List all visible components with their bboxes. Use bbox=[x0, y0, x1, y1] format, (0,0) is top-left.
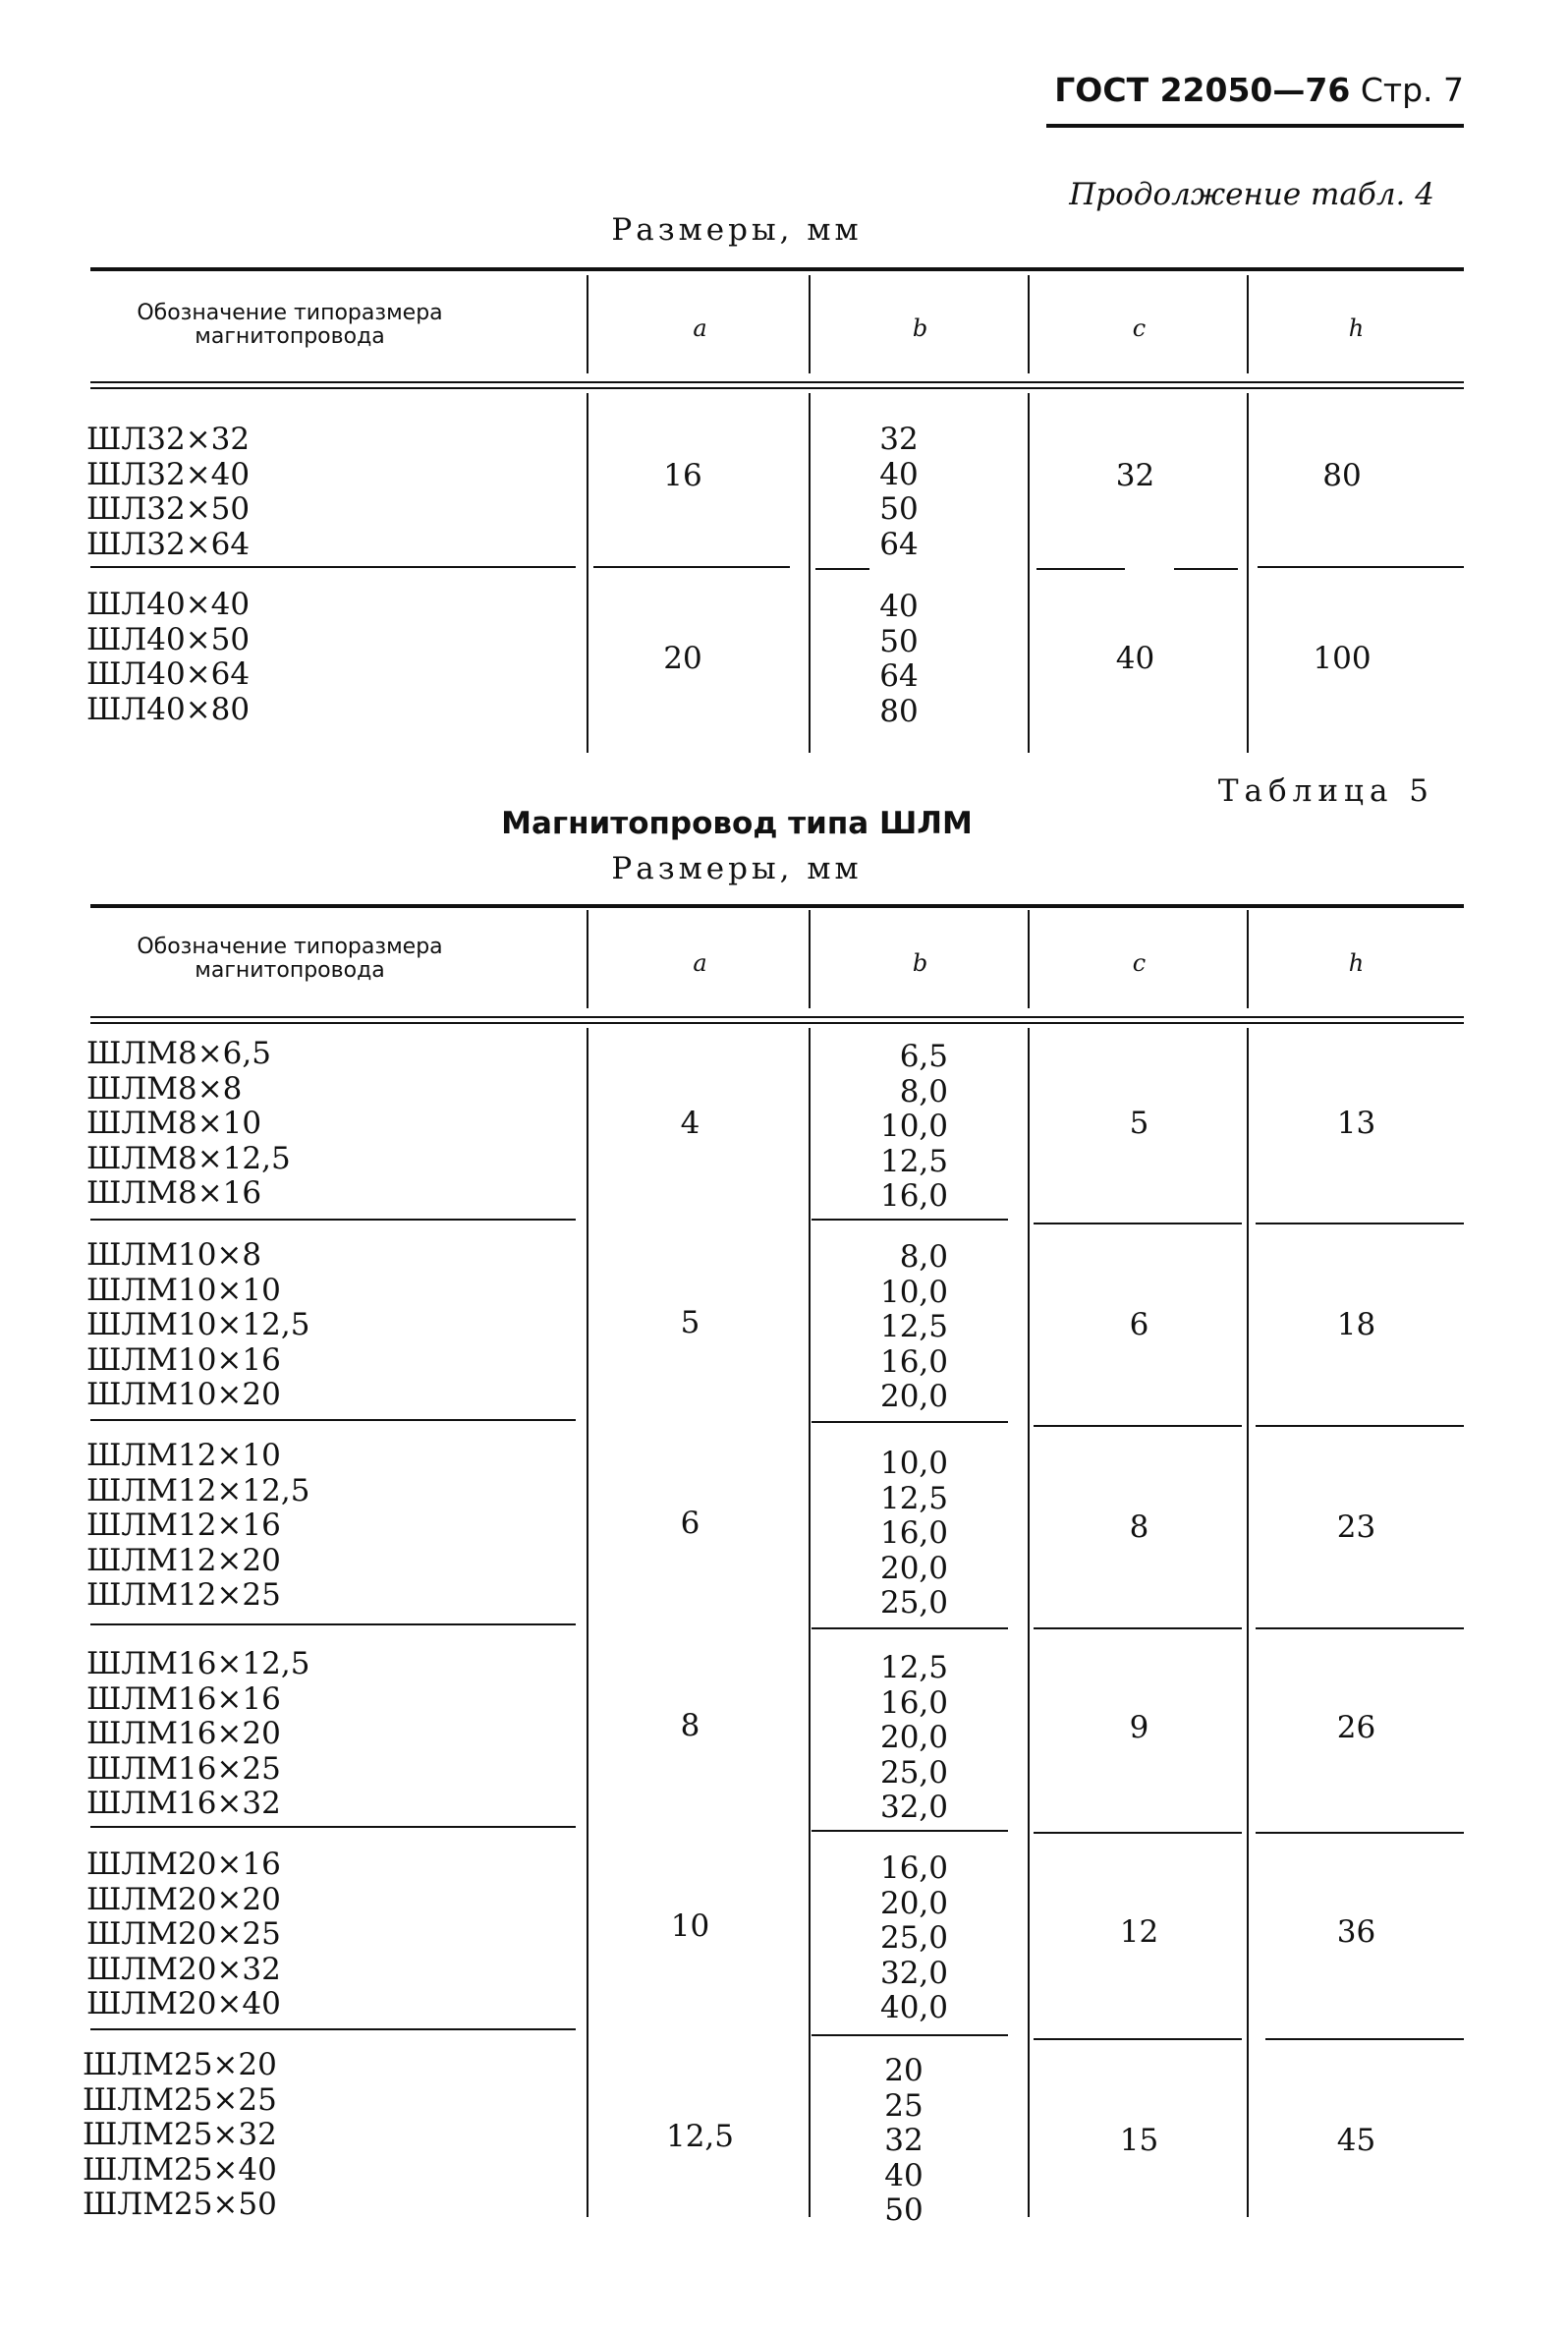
table5-row-names: ШЛМ8×6,5 ШЛМ8×8 ШЛМ8×10 ШЛМ8×12,5 ШЛМ8×16 bbox=[86, 1036, 291, 1211]
table4-cell-b: 40 50 64 80 bbox=[879, 589, 919, 729]
header-rule bbox=[1046, 124, 1464, 128]
table5-cell-c: 12 bbox=[1119, 1914, 1159, 1950]
table5-cell-b: 6,5 8,0 10,0 12,5 16,0 bbox=[879, 1039, 948, 1214]
table5-group-rule bbox=[812, 1627, 1008, 1629]
table5-cell-c: 15 bbox=[1119, 2123, 1159, 2158]
table5-cell-c: 6 bbox=[1129, 1307, 1149, 1342]
table5-cell-a: 5 bbox=[680, 1305, 700, 1340]
table5-cell-h: 13 bbox=[1336, 1106, 1376, 1141]
table5-vline-4 bbox=[1247, 910, 1249, 1008]
table5-cell-a: 4 bbox=[680, 1106, 700, 1141]
table5-col-h-header: h bbox=[1348, 949, 1365, 977]
table5-group-rule bbox=[1034, 1223, 1242, 1224]
table5-group-rule bbox=[90, 1219, 576, 1221]
table5-cell-c: 9 bbox=[1129, 1710, 1149, 1745]
table4-units: Размеры, мм bbox=[611, 212, 863, 248]
table5-group-rule bbox=[1034, 2038, 1242, 2040]
table5-vline-2 bbox=[809, 910, 811, 1008]
table4-col-name-header: Обозначение типоразмера магнитопровода bbox=[137, 301, 443, 349]
table4-col-b-header: b bbox=[912, 314, 928, 342]
table4-group-rule bbox=[1258, 566, 1464, 568]
table4-body-vline-4 bbox=[1247, 393, 1249, 753]
table4-top-rule bbox=[90, 267, 1464, 271]
table5-col-c-header: c bbox=[1132, 949, 1147, 977]
table5-top-rule bbox=[90, 904, 1464, 908]
table5-cell-a: 10 bbox=[670, 1908, 710, 1944]
table4-vline-4 bbox=[1247, 275, 1249, 373]
table5-cell-c: 5 bbox=[1129, 1106, 1149, 1141]
table5-row-names: ШЛМ16×12,5 ШЛМ16×16 ШЛМ16×20 ШЛМ16×25 ШЛМ16×32 bbox=[86, 1646, 310, 1821]
table5-cell-b: 12,5 16,0 20,0 25,0 32,0 bbox=[879, 1650, 948, 1825]
table5-group-rule bbox=[812, 1830, 1008, 1832]
table4-cell-b: 32 40 50 64 bbox=[879, 422, 919, 562]
table5-vline-3 bbox=[1028, 910, 1030, 1008]
table5-cell-a: 8 bbox=[680, 1708, 700, 1743]
table4-cell-a: 16 bbox=[663, 458, 702, 493]
table4-cell-h: 80 bbox=[1322, 458, 1362, 493]
table5-cell-b: 10,0 12,5 16,0 20,0 25,0 bbox=[879, 1446, 948, 1621]
table5-group-rule bbox=[90, 1419, 576, 1421]
table5-cell-a: 12,5 bbox=[665, 2119, 735, 2154]
table5-row-names: ШЛМ10×8 ШЛМ10×10 ШЛМ10×12,5 ШЛМ10×16 ШЛМ10×20 bbox=[86, 1237, 310, 1412]
table5-group-rule bbox=[90, 1826, 576, 1828]
table5-group-rule bbox=[1265, 2038, 1464, 2040]
table4-row-names: ШЛ40×40 ШЛ40×50 ШЛ40×64 ШЛ40×80 bbox=[86, 587, 251, 727]
table4-col-a-header: a bbox=[693, 314, 707, 342]
table5-label: Таблица 5 bbox=[1217, 773, 1434, 809]
table5-group-rule bbox=[1034, 1627, 1242, 1629]
table5-col-b-header: b bbox=[912, 949, 928, 977]
table5-cell-a: 6 bbox=[680, 1506, 700, 1541]
table4-vline-2 bbox=[809, 275, 811, 373]
table4-cell-h: 100 bbox=[1313, 641, 1372, 676]
table5-cell-b: 16,0 20,0 25,0 32,0 40,0 bbox=[879, 1850, 948, 2025]
table4-group-rule bbox=[1036, 568, 1125, 570]
table5-title: Магнитопровод типа ШЛМ bbox=[501, 806, 973, 841]
table5-cell-b: 20 25 32 40 50 bbox=[884, 2053, 924, 2228]
table5-group-rule bbox=[90, 2028, 576, 2030]
table4-vline-1 bbox=[587, 275, 588, 373]
table4-continuation: Продолжение табл. 4 bbox=[1069, 177, 1434, 212]
table4-header-rule-1 bbox=[90, 381, 1464, 383]
table4-group-rule bbox=[593, 566, 790, 568]
table4-body-vline-3 bbox=[1028, 393, 1030, 753]
table5-header-rule-2 bbox=[90, 1022, 1464, 1024]
table5-group-rule bbox=[1256, 1627, 1464, 1629]
table5-group-rule bbox=[1256, 1832, 1464, 1834]
table5-units: Размеры, мм bbox=[611, 851, 863, 886]
table5-group-rule bbox=[812, 1421, 1008, 1423]
table5-cell-h: 26 bbox=[1336, 1710, 1376, 1745]
table4-cell-c: 32 bbox=[1115, 458, 1155, 493]
page-header bbox=[1041, 71, 1464, 109]
table4-group-rule bbox=[90, 566, 576, 568]
table5-col-name-header: Обозначение типоразмера магнитопровода bbox=[137, 935, 443, 983]
table5-group-rule bbox=[1256, 1425, 1464, 1427]
table4-header-rule-2 bbox=[90, 387, 1464, 389]
table4-col-c-header: c bbox=[1132, 314, 1147, 342]
table5-row-names: ШЛМ12×10 ШЛМ12×12,5 ШЛМ12×16 ШЛМ12×20 ШЛМ12×25 bbox=[86, 1438, 310, 1613]
table5-col-a-header: a bbox=[693, 949, 707, 977]
table5-group-rule bbox=[1034, 1425, 1242, 1427]
doc-number: ГОСТ 22050—76 bbox=[1054, 71, 1351, 109]
table4-col-h-header: h bbox=[1348, 314, 1365, 342]
table5-row-names: ШЛМ20×16 ШЛМ20×20 ШЛМ20×25 ШЛМ20×32 ШЛМ20×40 bbox=[86, 1847, 281, 2021]
table4-group-rule bbox=[1174, 568, 1238, 570]
table5-body-vline-4 bbox=[1247, 1028, 1249, 2217]
table5-group-rule bbox=[812, 2034, 1008, 2036]
table4-vline-3 bbox=[1028, 275, 1030, 373]
table5-row-names: ШЛМ25×20 ШЛМ25×25 ШЛМ25×32 ШЛМ25×40 ШЛМ25×50 bbox=[83, 2047, 277, 2222]
page-number: Стр. 7 bbox=[1360, 71, 1464, 109]
table5-group-rule bbox=[1256, 1223, 1464, 1224]
table4-cell-a: 20 bbox=[663, 641, 702, 676]
table5-header-rule-1 bbox=[90, 1016, 1464, 1018]
table5-cell-h: 36 bbox=[1336, 1914, 1376, 1950]
table5-body-vline-3 bbox=[1028, 1028, 1030, 2217]
table5-group-rule bbox=[1034, 1832, 1242, 1834]
table4-row-names: ШЛ32×32 ШЛ32×40 ШЛ32×50 ШЛ32×64 bbox=[86, 422, 251, 562]
table5-group-rule bbox=[90, 1623, 576, 1625]
table5-vline-1 bbox=[587, 910, 588, 1008]
table5-group-rule bbox=[812, 1219, 1008, 1221]
table5-cell-h: 23 bbox=[1336, 1509, 1376, 1545]
table5-cell-h: 18 bbox=[1336, 1307, 1376, 1342]
table4-body-vline-1 bbox=[587, 393, 588, 753]
table5-cell-h: 45 bbox=[1336, 2123, 1376, 2158]
table4-cell-c: 40 bbox=[1115, 641, 1155, 676]
table5-body-vline-1 bbox=[587, 1028, 588, 2217]
table5-cell-c: 8 bbox=[1129, 1509, 1149, 1545]
table5-cell-b: 8,0 10,0 12,5 16,0 20,0 bbox=[879, 1239, 948, 1414]
table4-group-rule bbox=[815, 568, 869, 570]
